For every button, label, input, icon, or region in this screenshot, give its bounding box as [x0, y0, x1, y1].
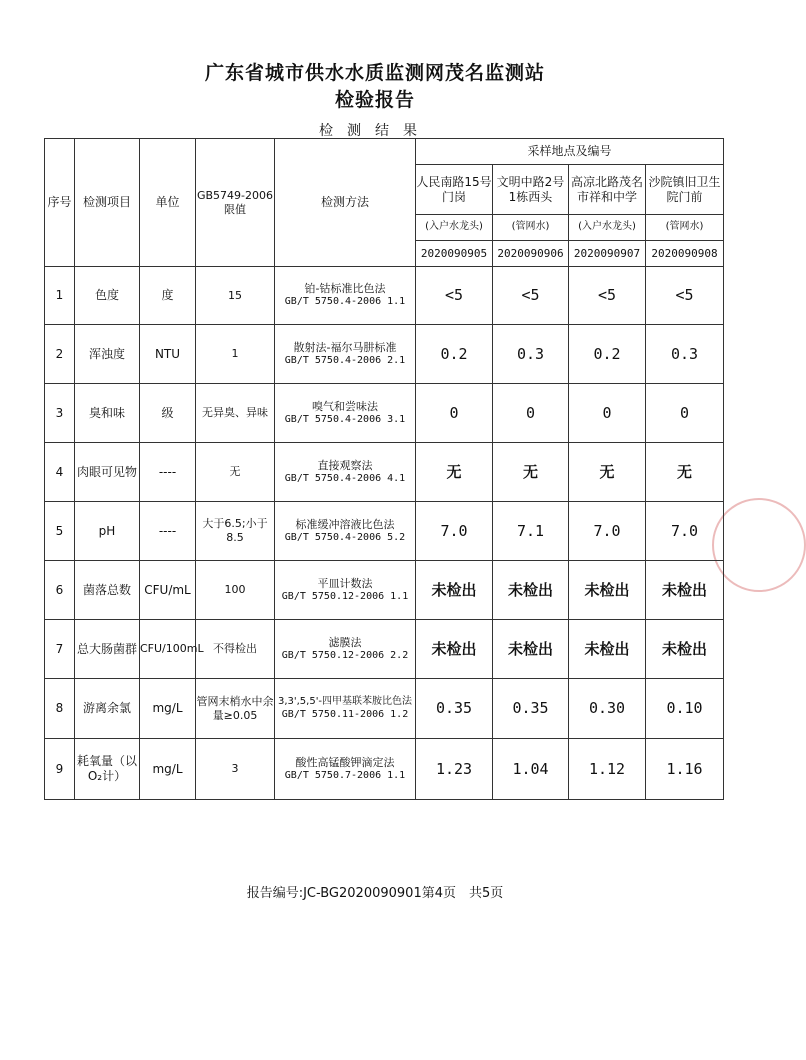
row-number: 7 — [45, 620, 75, 679]
unit: NTU — [140, 325, 196, 384]
unit: 度 — [140, 267, 196, 325]
site-type: (入户水龙头) — [569, 215, 646, 241]
test-method — [275, 384, 416, 443]
sample-code: 2020090907 — [569, 241, 646, 267]
row-number: 6 — [45, 561, 75, 620]
test-method — [275, 620, 416, 679]
result-value: 1.04 — [493, 739, 569, 800]
section-title: 检测结果 — [319, 123, 431, 139]
col-header-method: 检测方法 — [275, 139, 416, 267]
col-header-unit: 单位 — [140, 139, 196, 267]
result-value: 未检出 — [569, 561, 646, 620]
method-standard: GB/T 5750.12-2006 1.1 — [281, 590, 409, 602]
report-number: 报告编号:JC-BG2020090901第4页 共5页 — [246, 886, 504, 901]
method-standard: GB/T 5750.11-2006 1.2 — [281, 708, 409, 720]
results-table — [44, 138, 724, 800]
method-name: 平皿计数法 — [317, 576, 373, 590]
row-number: 8 — [45, 679, 75, 739]
sample-code: 2020090908 — [646, 241, 724, 267]
unit: CFU/mL — [140, 561, 196, 620]
col-header-sampling: 采样地点及编号 — [416, 139, 724, 165]
result-value: 未检出 — [646, 620, 724, 679]
table-row — [45, 443, 724, 502]
col-header-limit: GB5749-2006限值 — [196, 139, 275, 267]
result-value: 0 — [569, 384, 646, 443]
site-type: (管网水) — [646, 215, 724, 241]
result-value: 0.3 — [493, 325, 569, 384]
method-name: 酸性高锰酸钾滴定法 — [295, 755, 395, 769]
row-number: 1 — [45, 267, 75, 325]
official-seal-icon — [712, 498, 806, 592]
result-value: 0.30 — [569, 679, 646, 739]
result-value: 未检出 — [416, 620, 493, 679]
site-name: 人民南路15号门岗 — [416, 165, 493, 215]
result-value: 未检出 — [646, 561, 724, 620]
result-value: 未检出 — [416, 561, 493, 620]
report-subtitle: 检验报告 — [334, 89, 415, 111]
item-name: 耗氧量（以O₂计） — [75, 739, 140, 800]
result-value: 0.2 — [416, 325, 493, 384]
item-name: pH — [75, 502, 140, 561]
table-row — [45, 267, 724, 325]
item-name: 游离余氯 — [75, 679, 140, 739]
test-method — [275, 267, 416, 325]
item-name: 臭和味 — [75, 384, 140, 443]
unit: mg/L — [140, 679, 196, 739]
method-name: 直接观察法 — [317, 458, 373, 472]
site-name: 文明中路2号1栋西头 — [493, 165, 569, 215]
table-row — [45, 561, 724, 620]
unit: CFU/100mL — [140, 620, 196, 679]
method-name: 3,3',5,5'-四甲基联苯胺比色法 — [277, 696, 413, 707]
header-row — [45, 139, 724, 165]
item-name: 浑浊度 — [75, 325, 140, 384]
table-row — [45, 679, 724, 739]
result-value: 0 — [646, 384, 724, 443]
result-value: 未检出 — [569, 620, 646, 679]
item-name: 总大肠菌群 — [75, 620, 140, 679]
method-name: 铂-钴标准比色法 — [304, 282, 386, 296]
unit: 级 — [140, 384, 196, 443]
result-value: 无 — [646, 443, 724, 502]
row-number: 5 — [45, 502, 75, 561]
method-standard: GB/T 5750.12-2006 2.2 — [281, 649, 409, 661]
sample-code: 2020090906 — [493, 241, 569, 267]
result-value: 无 — [569, 443, 646, 502]
result-value: 未检出 — [493, 561, 569, 620]
site-type: (入户水龙头) — [416, 215, 493, 241]
result-value: <5 — [493, 267, 569, 325]
result-value: 7.0 — [416, 502, 493, 561]
method-standard: GB/T 5750.4-2006 3.1 — [284, 413, 406, 425]
result-value: 0.35 — [493, 679, 569, 739]
method-name: 标准缓冲溶液比色法 — [295, 517, 395, 531]
method-name: 滤膜法 — [328, 635, 362, 649]
unit: ---- — [140, 443, 196, 502]
row-number: 9 — [45, 739, 75, 800]
method-standard: GB/T 5750.4-2006 1.1 — [284, 296, 406, 308]
table-row — [45, 325, 724, 384]
result-value: 0.10 — [646, 679, 724, 739]
test-method — [275, 443, 416, 502]
item-name: 肉眼可见物 — [75, 443, 140, 502]
limit-value: 管网末梢水中余量≥0.05 — [196, 679, 275, 739]
table-row — [45, 502, 724, 561]
test-method — [275, 739, 416, 800]
row-number: 2 — [45, 325, 75, 384]
result-value: 无 — [493, 443, 569, 502]
site-name: 沙院镇旧卫生院门前 — [646, 165, 724, 215]
result-value: 无 — [416, 443, 493, 502]
result-value: 0.2 — [569, 325, 646, 384]
result-value: 7.0 — [569, 502, 646, 561]
method-name: 散射法-福尔马肼标准 — [293, 340, 397, 354]
result-value: <5 — [569, 267, 646, 325]
test-method — [275, 679, 416, 739]
limit-value: 100 — [196, 561, 275, 620]
table-row — [45, 739, 724, 800]
limit-value: 15 — [196, 267, 275, 325]
method-standard: GB/T 5750.4-2006 2.1 — [284, 354, 406, 366]
result-value: 未检出 — [493, 620, 569, 679]
result-value: 0.35 — [416, 679, 493, 739]
limit-value: 无异臭、异味 — [196, 384, 275, 443]
method-standard: GB/T 5750.4-2006 5.2 — [284, 531, 406, 543]
result-value: 0.3 — [646, 325, 724, 384]
result-value: 7.1 — [493, 502, 569, 561]
result-value: 1.23 — [416, 739, 493, 800]
site-type: (管网水) — [493, 215, 569, 241]
result-value: 1.12 — [569, 739, 646, 800]
limit-value: 1 — [196, 325, 275, 384]
row-number: 3 — [45, 384, 75, 443]
table-row — [45, 620, 724, 679]
report-title: 广东省城市供水水质监测网茂名监测站 — [204, 62, 545, 84]
result-value: 7.0 — [646, 502, 724, 561]
result-value: <5 — [646, 267, 724, 325]
result-value: 0 — [493, 384, 569, 443]
unit: mg/L — [140, 739, 196, 800]
result-value: <5 — [416, 267, 493, 325]
method-standard: GB/T 5750.4-2006 4.1 — [284, 472, 406, 484]
limit-value: 大于6.5;小于8.5 — [196, 502, 275, 561]
test-method — [275, 561, 416, 620]
site-name: 高凉北路茂名市祥和中学 — [569, 165, 646, 215]
limit-value: 不得检出 — [196, 620, 275, 679]
limit-value: 3 — [196, 739, 275, 800]
limit-value: 无 — [196, 443, 275, 502]
sample-code: 2020090905 — [416, 241, 493, 267]
unit: ---- — [140, 502, 196, 561]
method-standard: GB/T 5750.7-2006 1.1 — [284, 769, 406, 781]
col-header-item: 检测项目 — [75, 139, 140, 267]
method-name: 嗅气和尝味法 — [312, 399, 378, 413]
row-number: 4 — [45, 443, 75, 502]
item-name: 色度 — [75, 267, 140, 325]
test-method — [275, 502, 416, 561]
col-header-seq: 序号 — [45, 139, 75, 267]
result-value: 1.16 — [646, 739, 724, 800]
item-name: 菌落总数 — [75, 561, 140, 620]
result-value: 0 — [416, 384, 493, 443]
test-method — [275, 325, 416, 384]
table-row — [45, 384, 724, 443]
